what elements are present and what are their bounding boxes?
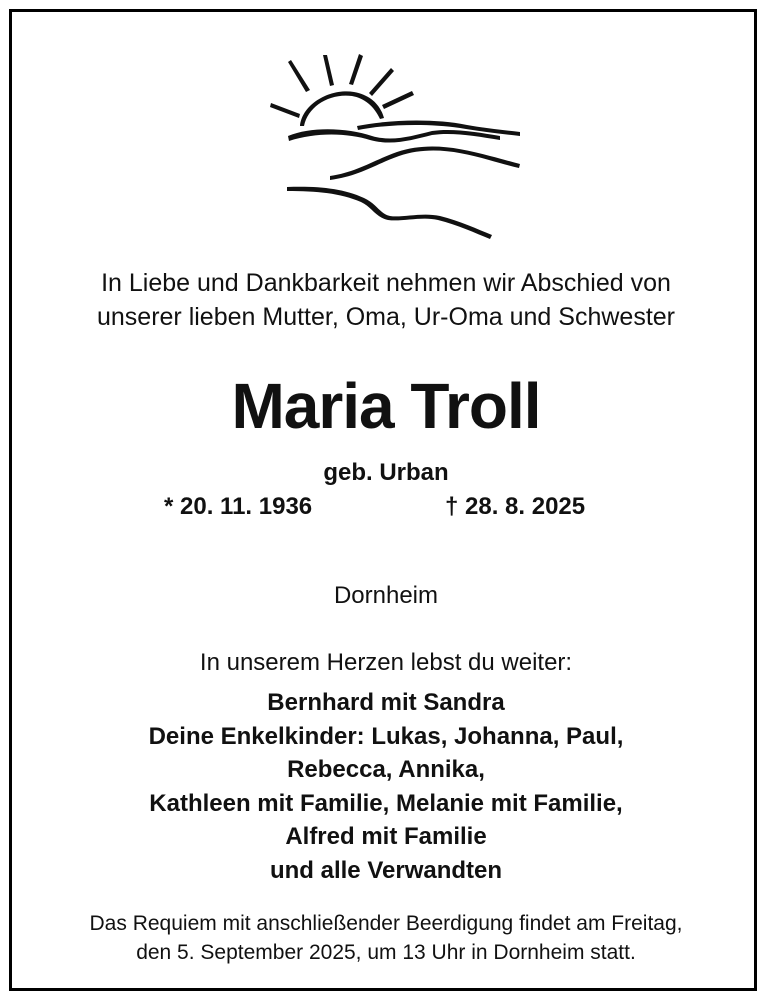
mourner-line: Kathleen mit Familie, Melanie mit Familie, — [149, 789, 623, 817]
service-line-2: den 5. September 2025, um 13 Uhr in Dornheim statt. — [136, 941, 636, 964]
mourners-list — [12, 686, 760, 887]
intro-text — [12, 266, 760, 334]
service-line-1: Das Requiem mit anschließender Beerdigung findet am Freitag, — [89, 912, 683, 935]
place-of-residence: Dornheim — [333, 582, 439, 609]
mourner-line: Alfred mit Familie — [285, 823, 487, 850]
life-dates — [12, 490, 760, 524]
obituary-frame — [9, 9, 757, 991]
death-date: † 28. 8. 2025 — [445, 493, 586, 520]
sunset-hills-icon — [262, 52, 532, 252]
mourner-line: Deine Enkelkinder: Lukas, Johanna, Paul, — [148, 722, 624, 750]
intro-line-1: In Liebe und Dankbarkeit nehmen wir Abschied von — [101, 269, 671, 297]
memorial-motto: In unserem Herzen lebst du weiter: — [199, 649, 573, 676]
mourner-line: Bernhard mit Sandra — [267, 689, 505, 716]
intro-line-2: unserer lieben Mutter, Oma, Ur-Oma und Schwester — [96, 303, 675, 331]
mourner-line: und alle Verwandten — [269, 856, 503, 884]
birth-date: * 20. 11. 1936 — [164, 493, 313, 520]
funeral-service-notice — [12, 909, 760, 967]
deceased-name: Maria Troll — [231, 370, 541, 442]
maiden-name: geb. Urban — [323, 459, 449, 486]
mourner-line: Rebecca, Annika, — [287, 756, 485, 783]
